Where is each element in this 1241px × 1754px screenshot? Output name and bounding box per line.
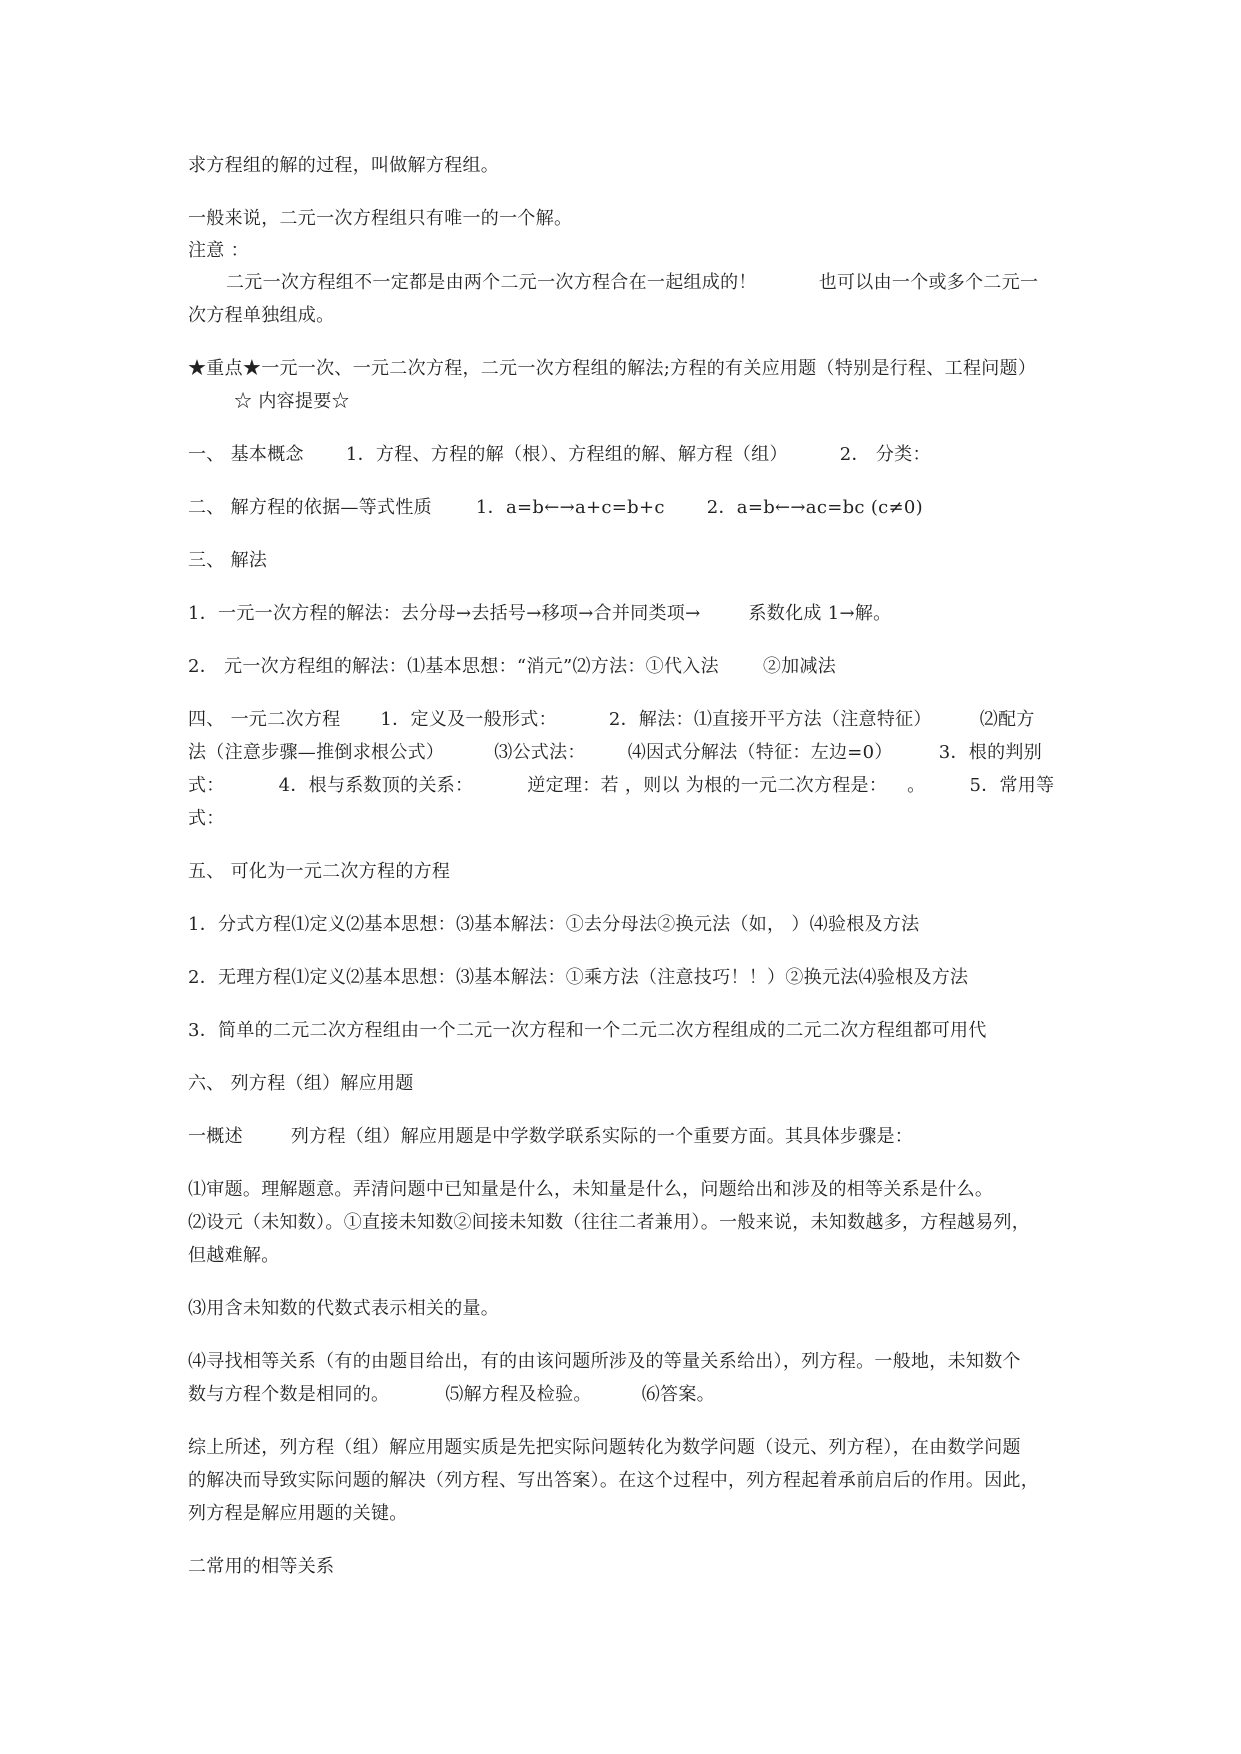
step-3: ⑶用含未知数的代数式表示相关的量。 (188, 1298, 500, 1319)
conclusion-line-1: 综上所述，列方程（组）解应用题实质是先把实际问题转化为数学问题（设元、列方程），在由数学问题 (188, 1437, 1021, 1458)
irrational-equations: 2．无理方程⑴定义⑵基本思想：⑶基本解法：①乘方法（注意技巧！！）②换元法⑷验根及方法 (188, 967, 969, 988)
conclusion-line-3: 列方程是解应用题的关键。 (188, 1503, 408, 1524)
conclusion-line-2: 的解决而导致实际问题的解决（列方程、写出答案）。在这个过程中，列方程起着承前启后的作用。因此， (188, 1470, 1040, 1491)
step-2-line-2: 但越难解。 (188, 1245, 280, 1266)
key-points: ★重点★一元一次、一元二次方程，二元一次方程组的解法;方程的有关应用题（特别是行程、工程问题） (188, 358, 1037, 379)
section-equation-basis: 二、 解方程的依据—等式性质 1．a=b←→a+c=b+c 2．a=b←→ac=bc (c≠0) (188, 497, 923, 518)
step-4-line-1: ⑷寻找相等关系（有的由题目给出，有的由该问题所涉及的等量关系给出），列方程。一般地，未知数个 (188, 1351, 1021, 1372)
section-methods: 三、 解法 (188, 550, 268, 571)
method-linear: 1．一元一次方程的解法：去分母→去括号→移项→合并同类项→ 系数化成 1→解。 (188, 603, 892, 624)
summary-title: ☆ 内容提要☆ (234, 391, 350, 412)
note-label: 注意 ： (188, 240, 249, 261)
note-line-1: 二元一次方程组不一定都是由两个二元一次方程合在一起组成的！ 也可以由一个或多个二元一 (226, 272, 1039, 293)
step-2-line-1: ⑵设元（未知数）。①直接未知数②间接未知数（往往二者兼用）。一般来说，未知数越多，方程越易列， (188, 1212, 1031, 1233)
common-relations-heading: 二常用的相等关系 (188, 1556, 335, 1577)
section-quadratic-line-1: 四、 一元二次方程 1．定义及一般形式： 2．解法：⑴直接开平方法（注意特征） ⑵配方 (188, 709, 1035, 730)
para-solving-definition: 求方程组的解的过程，叫做解方程组。 (188, 155, 500, 176)
overview: 一概述 列方程（组）解应用题是中学数学联系实际的一个重要方面。其具体步骤是： (188, 1126, 914, 1147)
para-unique-solution: 一般来说，二元一次方程组只有唯一的一个解。 (188, 208, 573, 229)
section-reducible-equations: 五、 可化为一元二次方程的方程 (188, 861, 451, 882)
section-word-problems: 六、 列方程（组）解应用题 (188, 1073, 414, 1094)
section-quadratic-line-2: 法（注意步骤—推倒求根公式） ⑶公式法： ⑷因式分解法（特征：左边=0） 3．根的判别 (188, 742, 1043, 763)
note-line-2: 次方程单独组成。 (188, 305, 335, 326)
quadratic-systems: 3．简单的二元二次方程组由一个二元一次方程和一个二元二次方程组成的二元二次方程组都可用代 (188, 1020, 987, 1041)
step-4-line-2: 数与方程个数是相同的。 ⑸解方程及检验。 ⑹答案。 (188, 1384, 715, 1405)
fractional-equations: 1．分式方程⑴定义⑵基本思想：⑶基本解法：①去分母法②换元法（如， ）⑷验根及方法 (188, 914, 920, 935)
section-quadratic-line-4: 式： (188, 808, 225, 829)
step-1: ⑴审题。理解题意。弄清问题中已知量是什么，未知量是什么，问题给出和涉及的相等关系是什么。 (188, 1179, 994, 1200)
method-system: 2． 元一次方程组的解法：⑴基本思想：“消元”⑵方法：①代入法 ②加减法 (188, 656, 837, 677)
section-quadratic-line-3: 式： 4．根与系数顶的关系： 逆定理：若 ，则以 为根的一元二次方程是： 。 5．常用等 (188, 775, 1055, 796)
section-basic-concepts: 一、 基本概念 1．方程、方程的解（根）、方程组的解、解方程（组） 2． 分类： (188, 444, 931, 465)
